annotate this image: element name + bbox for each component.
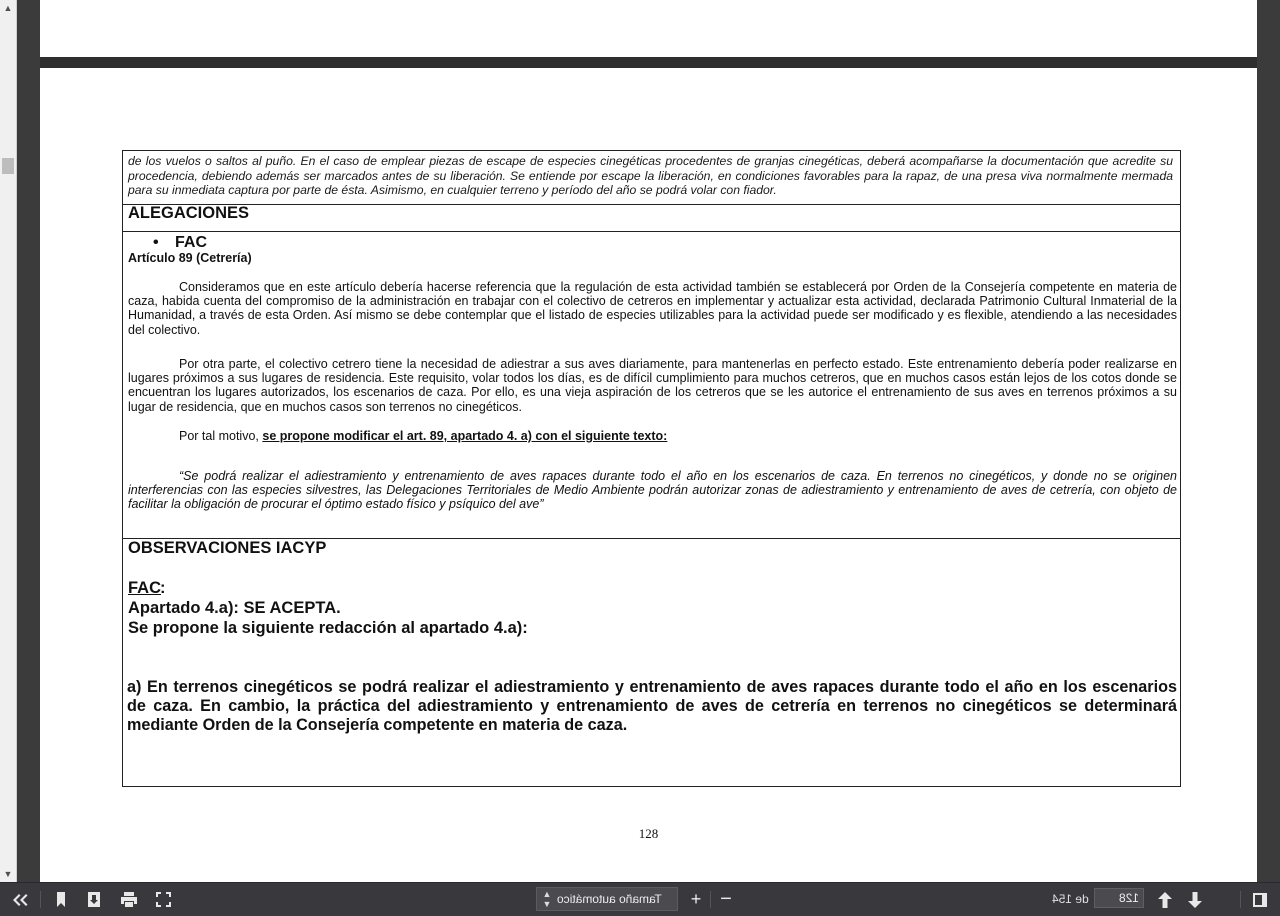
print-icon[interactable] xyxy=(117,887,141,912)
vertical-scrollbar[interactable] xyxy=(0,0,17,882)
final-text: a) En terrenos cinegéticos se podrá realizar el adiestramiento y entrenamiento de aves rapaces durante todo el año en los escenarios de caza. En cambio, la práctica del adiestramiento y entrenamiento de aves de cetrería en terrenos no cinegéticos se determinará mediante Orden de la Consejería competente en materia de caza. xyxy=(127,678,1177,734)
scroll-down-arrow-icon[interactable]: ▼ xyxy=(3,869,13,879)
section-alegaciones: ALEGACIONES xyxy=(128,204,250,222)
quote-paragraph: “Se podrá realizar el adiestramiento y entrenamiento de aves rapaces durante todo el año en los escenarios de caza. En terrenos no cinegéticos, y donde no se originen interferencias con las especies silvestres, las Delegaciones Territoriales de Medio Ambiente podrán autorizar zonas de adiestramiento y entrenamiento de aves de cetrería, con objeto de facilitar la obligación de procurar el óptimo estado físico y psíquico del ave” xyxy=(128,469,1177,512)
divider xyxy=(123,231,1180,232)
fac-label: FAC xyxy=(128,579,161,597)
fac-colon: : xyxy=(160,579,166,597)
page-total: de 154 xyxy=(1052,892,1089,906)
bookmark-icon[interactable] xyxy=(50,887,72,912)
fullscreen-icon[interactable] xyxy=(152,887,174,912)
pdf-toolbar xyxy=(0,882,1280,916)
sidebar-toggle-icon[interactable] xyxy=(1250,887,1270,912)
previous-page xyxy=(40,0,1257,57)
page-number: 128 xyxy=(638,826,659,841)
top-paragraph: de los vuelos o saltos al puño. En el caso de emplear piezas de escape de especies cinegéticas procedentes de granjas cinegéticas, deberá acompañarse la documentación que acredite su procedencia, debiendo además ser marcados antes de su liberación. Se entiende por escape la liberación, en condiciones favorables para la rapaz, de una presa viva normalmente mermada para su inmediata captura por parte de ésta. Asimismo, en cualquier terreno y período del año se podrá volar con fiador. xyxy=(128,154,1173,197)
download-icon[interactable] xyxy=(83,887,105,912)
page-separator xyxy=(40,57,1257,68)
minus-icon[interactable]: − xyxy=(720,888,732,910)
document-table xyxy=(122,150,1181,787)
right-edge xyxy=(1257,0,1280,882)
apartado-line: Apartado 4.a): SE ACEPTA. xyxy=(128,599,341,617)
article-heading: Artículo 89 (Cetrería) xyxy=(128,251,252,265)
bullet-fac: • FAC xyxy=(153,234,207,251)
propone-line: Se propone la siguiente redacción al apartado 4.a): xyxy=(128,619,528,637)
paragraph-2: Por otra parte, el colectivo cetrero tiene la necesidad de adiestrar a sus aves diariamente, para mantenerlas en perfecto estado. Este entrenamiento debería poder realizarse en lugares próximos a sus lugares de residencia. Este requisito, volar todos los días, es de difícil cumplimiento para muchos cetreros, que en muchos casos están lejos de los cotos donde se encuentran los lugares autorizados, los escenarios de caza. Por ello, es una vieja aspiración de los cetreros que se les autorice el entrenamiento de sus aves en terrenos próximos a su lugar de residencia, que en muchos casos son terrenos no cinegéticos. xyxy=(128,357,1177,414)
divider xyxy=(123,204,1180,205)
scrollbar-thumb[interactable] xyxy=(2,158,14,174)
proposal-line: Por tal motivo, se propone modificar el art. 89, apartado 4. a) con el siguiente texto: xyxy=(179,429,668,443)
zoom-label: Tamaño automático xyxy=(557,892,662,906)
page-number-input[interactable]: 128 xyxy=(1094,888,1144,908)
paragraph-1: Consideramos que en este artículo debería hacerse referencia que la regulación de esta actividad también se establecerá por Orden de la Consejería competente en materia de caza, habida cuenta del compromiso de la administración en trabajar con el colectivo de cetreros en implementar y actualizar esta actividad, declarada Patrimonio Cultural Inmaterial de la Humanidad, a través de esta Orden. Así mismo se debe contemplar que el listado de especies utilizables para la actividad puede ser modificado y es flexible, atendiendo a las necesidades del colectivo. xyxy=(128,280,1177,337)
zoom-select[interactable] xyxy=(536,887,678,911)
arrow-down-icon[interactable] xyxy=(1184,887,1206,912)
pdf-page xyxy=(40,68,1257,882)
plus-icon[interactable]: + xyxy=(690,889,702,909)
chevron-updown-icon: ▲ ▼ xyxy=(542,889,552,909)
arrow-up-icon[interactable] xyxy=(1154,887,1176,912)
scroll-up-arrow-icon[interactable]: ▲ xyxy=(3,3,13,13)
section-observaciones: OBSERVACIONES IACYP xyxy=(128,539,327,557)
double-chevron-left-icon[interactable] xyxy=(6,887,34,912)
